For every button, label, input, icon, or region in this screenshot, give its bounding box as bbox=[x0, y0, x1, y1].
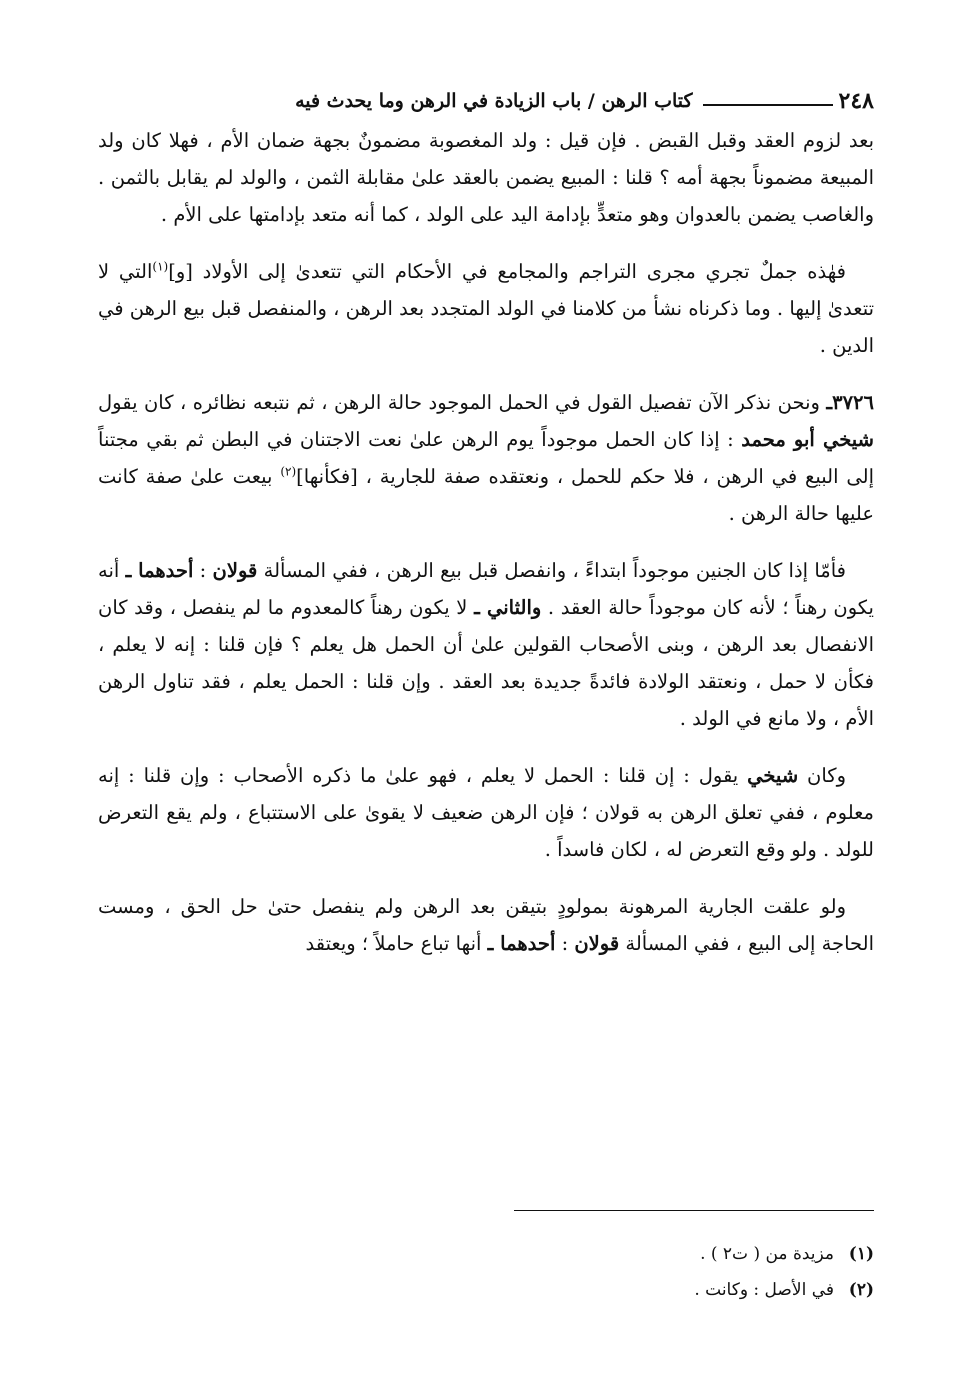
footnote-ref-1[interactable]: (١) bbox=[152, 259, 169, 274]
footnote-text: مزيدة من ( ت٢ ) . bbox=[700, 1244, 834, 1264]
footnote-2 bbox=[98, 1272, 874, 1308]
paragraph-text: أنه يكون رهناً ؛ لأنه كان موجوداً حالة العقد . bbox=[98, 559, 874, 619]
paragraph-2 bbox=[98, 253, 874, 364]
paragraph-text: ولو علقت الجارية المرهونة بمولودٍ بتيقن بعد الرهن ولم ينفصل حتىٰ حل الحق ، ومست الحاجة إلى البيع ، ففي المسألة bbox=[98, 895, 874, 955]
paragraph-text: التي لا تتعدىٰ إليها . وما ذكرناه نشأ من كلامنا في الولد المتجدد بعد الرهن ، والمنفصل قبل بيع الرهن في الدين . bbox=[98, 260, 874, 357]
header-rule bbox=[703, 104, 833, 106]
footnote-1 bbox=[98, 1236, 874, 1272]
paragraph-6 bbox=[98, 888, 874, 962]
footnote-ref-2[interactable]: (٢) bbox=[280, 464, 297, 479]
paragraph-5 bbox=[98, 757, 874, 868]
book-page bbox=[98, 84, 874, 982]
paragraph-text: بيعت علىٰ صفة كانت عليها حالة الرهن . bbox=[98, 465, 874, 525]
paragraph-1 bbox=[98, 122, 874, 233]
paragraph-text: بعد لزوم العقد وقبل القبض . فإن قيل : ولد المغصوبة مضمونٌ بجهة ضمان الأم ، فهلا كان ولد المبيعة مضموناً بجهة أمه ؟ قلنا : المبيع يضمن بالعقد علىٰ مقابلة الثمن ، والولد لم يقابل بالثمن . والغاصب يضمن بالعدوان وهو متعدٍّ بإدامة اليد على الولد ، كما أنه متعد بإدامتها على الأم . bbox=[98, 129, 874, 226]
body-text bbox=[98, 122, 874, 962]
footnotes bbox=[98, 1236, 874, 1308]
bold-term: أحدهما ـ bbox=[487, 932, 556, 955]
paragraph-text: ونحن نذكر الآن تفصيل القول في الحمل الموجود حالة الرهن ، ثم نتبعه نظائره ، كان يقول bbox=[98, 391, 827, 414]
paragraph-text: أنها تباع حاملاً ؛ ويعتقد bbox=[305, 932, 488, 955]
running-title: كتاب الرهن / باب الزيادة في الرهن وما يحدث فيه bbox=[295, 90, 693, 112]
paragraph-text: فأمّا إذا كان الجنين موجوداً ابتداءً ، وانفصل قبل بيع الرهن ، ففي المسألة bbox=[257, 559, 846, 582]
paragraph-text: : bbox=[555, 932, 575, 955]
paragraph-text: : إذا كان الحمل موجوداً يوم الرهن علىٰ نعت الاجتنان في البطن ثم بقي مجتناً إلى البيع في الرهن ، فلا حكم للحمل ، ونعتقده صفة للجارية ، [فكأنها] bbox=[98, 428, 875, 488]
footnote-number: (٢) bbox=[848, 1280, 874, 1300]
bold-term: أحدهما ـ bbox=[125, 559, 194, 582]
page-number: ٢٤٨ bbox=[838, 88, 874, 114]
bold-term: قولان bbox=[212, 559, 258, 582]
paragraph-3 bbox=[98, 384, 874, 532]
bold-term: والثاني ـ bbox=[474, 596, 542, 619]
footnote-separator bbox=[514, 1210, 874, 1211]
footnote-number: (١) bbox=[848, 1244, 874, 1264]
paragraph-text: : bbox=[193, 559, 213, 582]
running-head bbox=[98, 84, 874, 118]
paragraph-text: يقول : إن قلنا : الحمل لا يعلم ، فهو علىٰ ما ذكره الأصحاب : وإن قلنا : إنه معلوم ، ففي تعلق الرهن به قولان ؛ فإن الرهن ضعيف لا يقوىٰ على الاستتباع ، ولم يقع التعرض للولد . ولو وقع التعرض له ، لكان فاسداً . bbox=[98, 764, 874, 861]
paragraph-text: وكان bbox=[798, 764, 846, 787]
bold-term: قولان bbox=[574, 932, 620, 955]
paragraph-4 bbox=[98, 552, 874, 737]
section-number: ٣٧٢٦ـ bbox=[826, 391, 874, 414]
bold-term: شيخي bbox=[747, 764, 799, 787]
paragraph-text: لا يكون رهناً كالمعدوم ما لم ينفصل ، وقد كان الانفصال بعد الرهن ، وبنى الأصحاب القولين علىٰ أن الحمل هل يعلم ؟ فإن قلنا : إنه لا يعلم ، فكأن لا حمل ، ونعتقد الولادة فائدةً جديدة بعد العقد . وإن قلنا : الحمل يعلم ، فقد تناول الرهن الأم ، ولا مانع في الولد . bbox=[98, 596, 874, 730]
bold-term: شيخي أبو محمد bbox=[741, 428, 875, 451]
footnote-text: في الأصل : وكانت . bbox=[694, 1280, 834, 1300]
paragraph-text: فهٰذه جملٌ تجري مجرى التراجم والمجامع في الأحكام التي تتعدىٰ إلى الأولاد [و] bbox=[168, 260, 846, 283]
